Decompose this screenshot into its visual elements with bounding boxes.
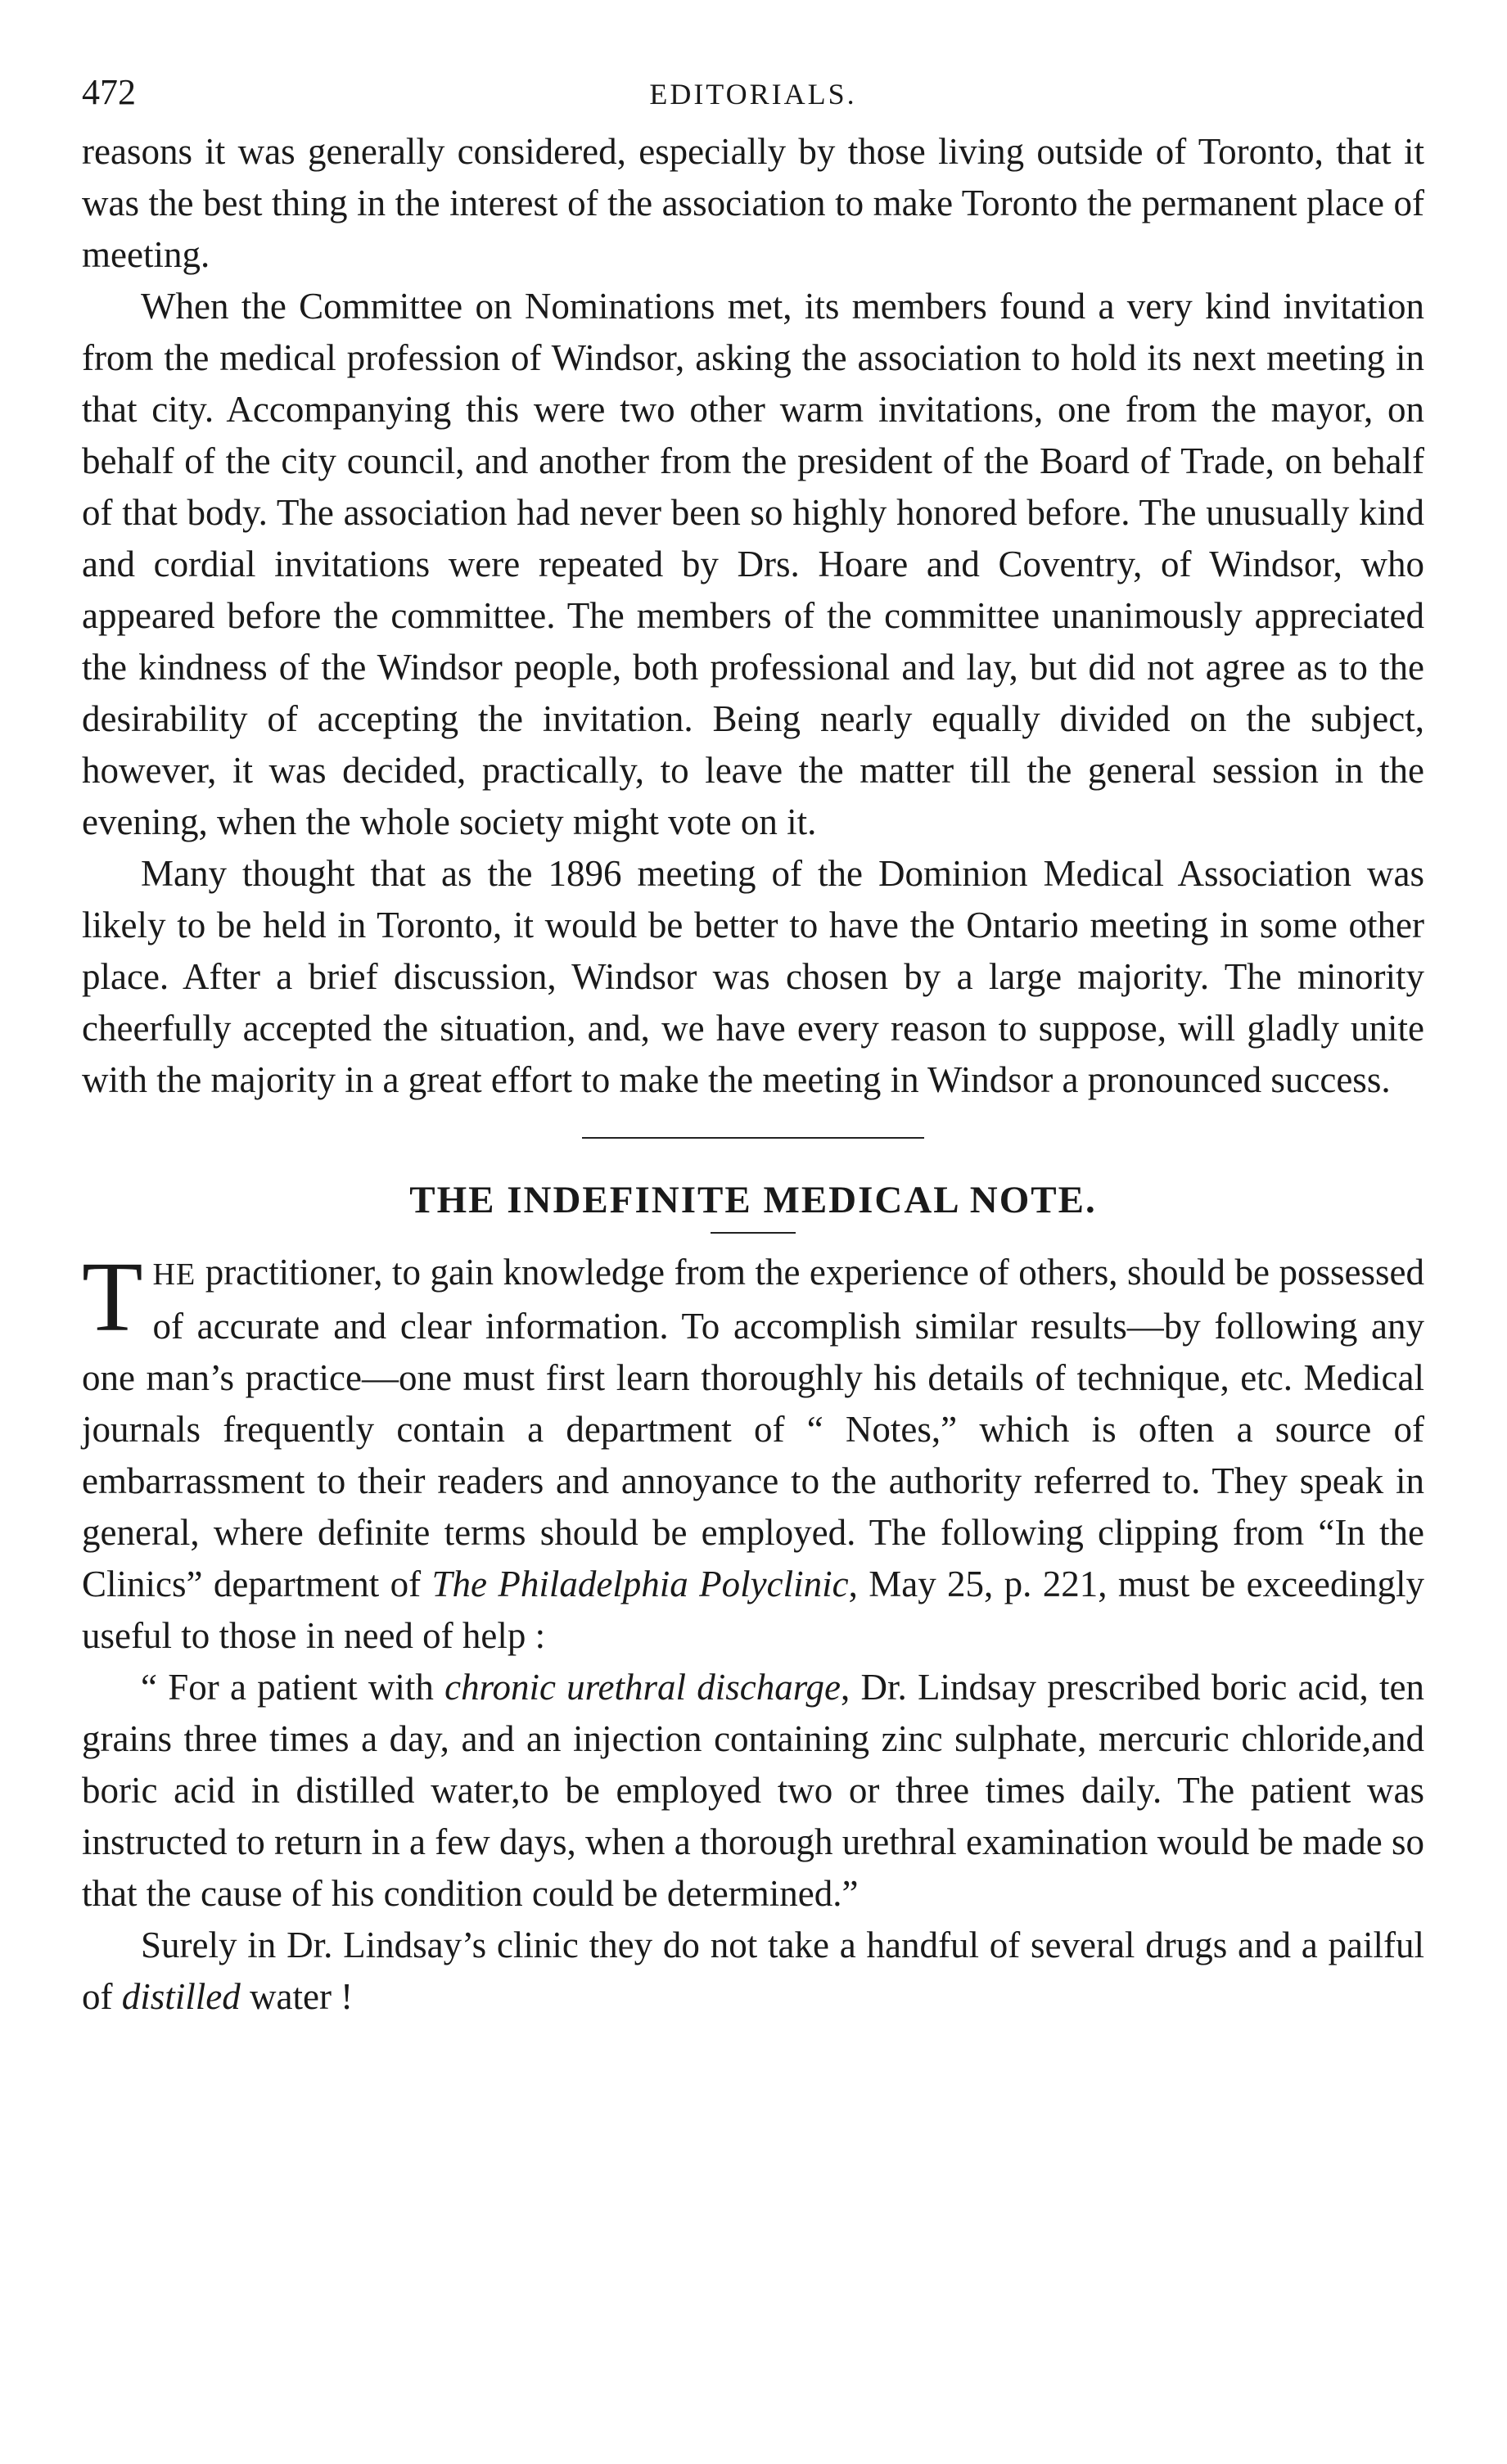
running-title: EDITORIALS. [649,78,857,111]
paragraph-nominations-committee: When the Committee on Nominations met, its members found a very kind invitation from the medical profession of Windsor, asking the association to hold its next meeting in that city. Accompanying this were two other warm invitations, one from the mayor, on behalf of the city council, and another from the president of the Board of Trade, on behalf of that body. The association had never been so highly honored before. The unusually kind and cordial invitations were repeated by Drs. Hoare and Coventry, of Windsor, who appeared before the committee. The members of the committee unanimously appreciated the kindness of the Windsor people, both professional and lay, but did not agree as to the desirability of accepting the invitation. Being nearly equally divided on the subject, however, it was decided, practically, to leave the matter till the general session in the evening, when the whole society might vote on it. [82,286,1424,842]
paragraph-windsor-vote: Many thought that as the 1896 meeting of the Dominion Medical Association was likely to be held in Toronto, it would be better to have the Ontario meeting in some other place. After a brief discussion, Windsor was chosen by a large majority. The minority cheerfully accepted the situation, and, we have every reason to suppose, will gladly unite with the majority in a great effort to make the meeting in Windsor a pronounced success. [82,853,1424,1100]
drop-cap: T [82,1242,143,1352]
editorial-body [82,126,1424,1106]
quote-italic: chronic urethral discharge [444,1667,841,1708]
title-underline [711,1232,796,1234]
closing-italic: distilled [121,1976,241,2017]
closing-end: water ! [240,1976,354,2017]
closing-remark [82,1920,1424,2023]
lead-small-caps: HE [152,1257,196,1292]
page-number: 472 [82,72,136,112]
lead-text: practitioner, to gain knowledge from the experience of others, should be possessed of accurate and clear information. To accomplish similar results—by following any one man’s practice—one must first learn thoroughly his details of technique, etc. Medical journals frequently contain a department of “ Notes,” which is often a source of embarrassment to their readers and annoyance to the authority referred to. They speak in general, where definite terms should be employed. The following clipping from “In the Clinics” department of [82,1252,1424,1604]
section-divider [582,1137,924,1139]
paragraph-continued: reasons it was generally considered, especially by those living outside of Toronto, that it was the best thing in the interest of the association to make Toronto the permanent place of meeting. [82,131,1424,275]
running-head [82,72,1424,126]
quote-rest: , Dr. Lindsay prescribed boric acid, ten grains three times a day, and an injection containing zinc sulphate, mercuric chloride,and boric acid in distilled water,to be employed two or three times daily. The patient was instructed to return in a few days, when a thorough urethral examination would be made so that the cause of his condition could be determined.” [82,1667,1425,1914]
closing-start: Surely in Dr. Lindsay’s clinic they do not take a handful of several drugs and a pailful of [82,1925,1424,2017]
article-body [82,1242,1425,2023]
quoted-clipping [82,1662,1424,1920]
lead-text-end: , May 25, p. 221, must be exceedingly useful to those in need of help : [82,1564,1425,1656]
journal-name: The Philadelphia Polyclinic [431,1564,849,1604]
journal-page [82,72,1424,2023]
article-title: THE INDEFINITE MEDICAL NOTE. [409,1179,1097,1221]
quote-start: “ For a patient with [141,1667,445,1708]
article-lead-paragraph [82,1242,1425,1662]
